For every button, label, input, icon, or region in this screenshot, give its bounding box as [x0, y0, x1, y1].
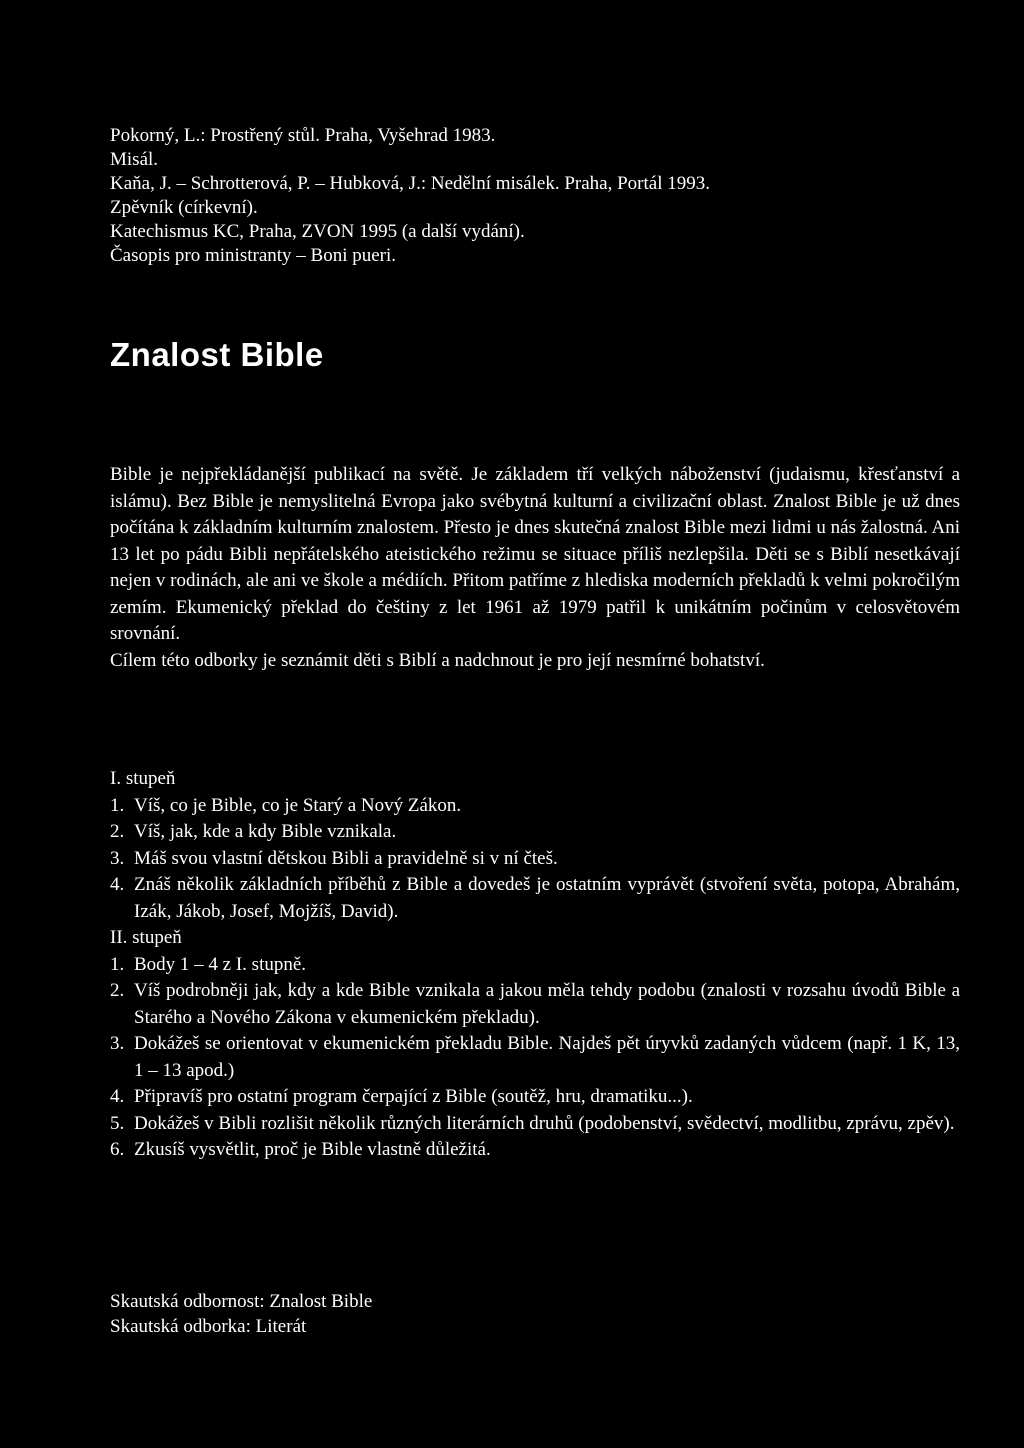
item-number: 2. [110, 821, 125, 842]
intro-paragraph: Bible je nejpřekládanější publikací na světě. Je základem tří velkých náboženství (judaismu, křesťanství a islámu). Bez Bible je nemyslitelná Evropa jako svébytná kulturní a civilizační oblast. Znalost Bible je už dnes počítána k základním kulturním znalostem. Přesto je dnes skutečná znalost Bible mezi lidmi u nás žalostná. Ani 13 let po pádu Bibli nepřátelského ateistického režimu se situace příliš nezlepšila. Děti se s Biblí nesetkávají nejen v rodinách, ale ani ve škole a médiích. Přitom patříme z hlediska moderních překladů k velmi pokročilým zemím. Ekumenický překlad do češtiny z let 1961 až 1979 patřil k unikátním počinům v celosvětovém srovnání. [110, 464, 960, 644]
reference-item: Zpěvník (církevní). [110, 197, 258, 218]
item-number: 4. [110, 874, 125, 895]
item-text: Víš, co je Bible, co je Starý a Nový Zákon. [134, 794, 462, 816]
footer-line: Skautská odbornost: Znalost Bible [110, 1291, 373, 1312]
item-number: 3. [110, 1033, 125, 1054]
requirements-section [110, 766, 960, 1164]
item-text: Máš svou vlastní dětskou Bibli a pravidelně si v ní čteš. [134, 847, 558, 869]
item-text: Dokážeš se orientovat v ekumenickém překladu Bible. Najdeš pět úryvků zadaných vůdcem (např. 1 K, 13, 1 – 13 apod.) [134, 1033, 960, 1081]
list-item [110, 846, 960, 873]
list-item [110, 1137, 960, 1164]
item-number: 1. [110, 794, 125, 816]
item-text: Body 1 – 4 z I. stupně. [134, 953, 307, 975]
item-text: Víš, jak, kde a kdy Bible vznikala. [134, 821, 397, 842]
item-text: Připravíš pro ostatní program čerpající z Bible (soutěž, hru, dramatiku...). [134, 1086, 693, 1107]
level-2-title: II. stupeň [110, 927, 182, 948]
list-item [110, 872, 960, 925]
reference-item: Pokorný, L.: Prostřený stůl. Praha, Vyšehrad 1983. [110, 125, 496, 146]
item-number: 4. [110, 1086, 125, 1107]
item-text: Znáš několik základních příběhů z Bible a dovedeš je ostatním vyprávět (stvoření světa, potopa, Abrahám, Izák, Jákob, Josef, Mojžíš, David). [134, 874, 960, 922]
reference-item: Kaňa, J. – Schrotterová, P. – Hubková, J.: Nedělní misálek. Praha, Portál 1993. [110, 173, 710, 194]
item-number: 6. [110, 1139, 125, 1160]
level-1-title: I. stupeň [110, 768, 176, 789]
item-text: Zkusíš vysvětlit, proč je Bible vlastně důležitá. [134, 1139, 491, 1160]
item-number: 2. [110, 980, 125, 1001]
reference-item: Misál. [110, 149, 159, 170]
list-item [110, 952, 960, 979]
intro-paragraph: Cílem této odborky je seznámit děti s Biblí a nadchnout je pro její nesmírné bohatství. [110, 649, 765, 671]
list-item [110, 1031, 960, 1084]
item-text: Víš podrobněji jak, kdy a kde Bible vznikala a jakou měla tehdy podobu (znalosti v rozsahu úvodů Bible a Starého a Nového Zákona v ekumenickém překladu). [134, 980, 960, 1028]
list-item [110, 793, 960, 820]
reference-item: Katechismus KC, Praha, ZVON 1995 (a další vydání). [110, 221, 525, 242]
list-item [110, 819, 960, 846]
list-item [110, 1111, 960, 1138]
item-number: 1. [110, 953, 125, 975]
item-number: 5. [110, 1112, 125, 1134]
intro-text [110, 462, 960, 674]
section-heading: Znalost Bible [110, 336, 324, 373]
item-number: 3. [110, 847, 125, 869]
reference-list [110, 124, 710, 268]
item-text: Dokážeš v Bibli rozlišit několik různých literárních druhů (podobenství, svědectví, modlitbu, zprávu, zpěv). [134, 1112, 955, 1134]
list-item [110, 978, 960, 1031]
list-item [110, 1084, 960, 1111]
footer-info [110, 1289, 372, 1339]
footer-line: Skautská odborka: Literát [110, 1316, 307, 1337]
reference-item: Časopis pro ministranty – Boni pueri. [110, 245, 397, 266]
